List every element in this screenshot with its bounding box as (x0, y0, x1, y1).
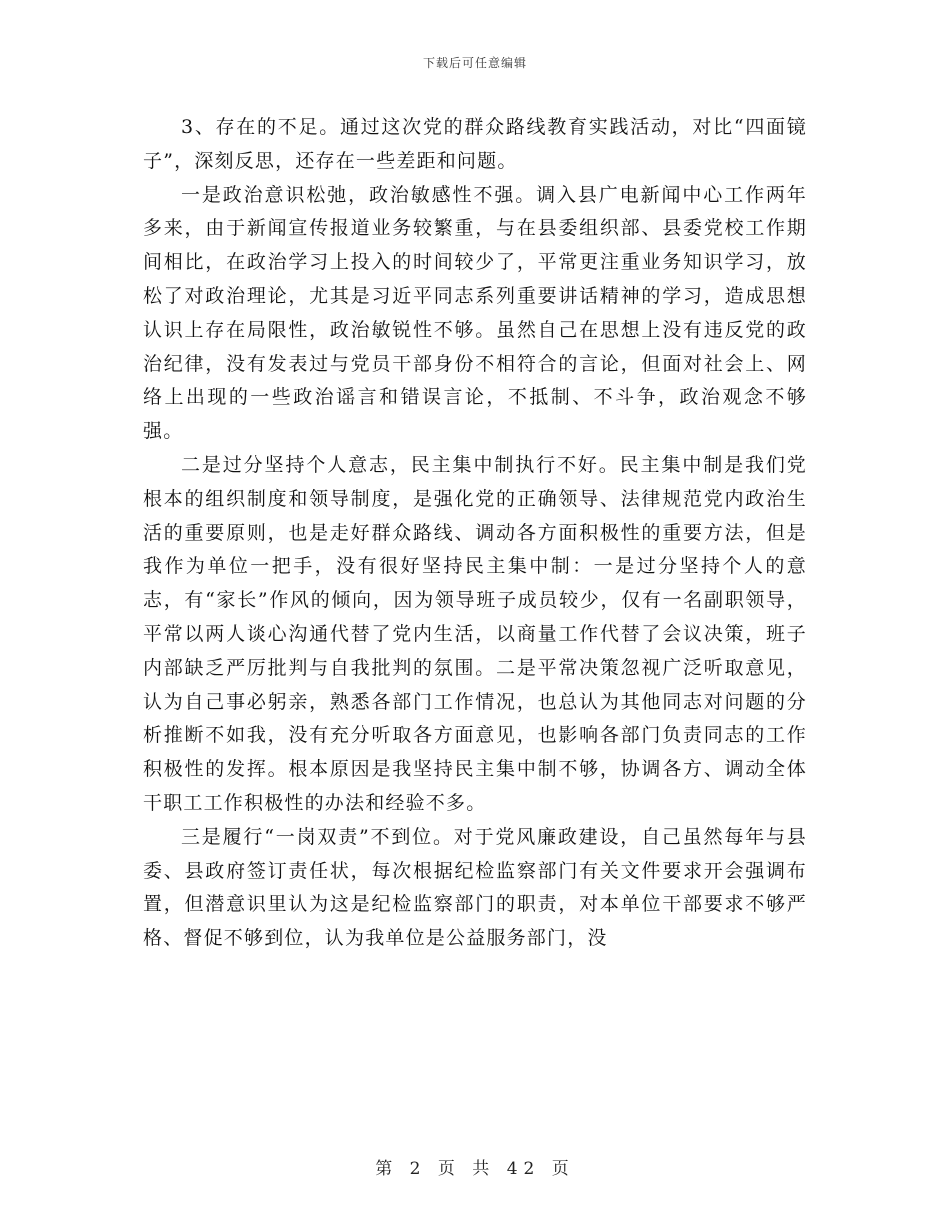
page-header: 下载后可任意编辑 (422, 56, 527, 70)
paragraph-shortcomings: 3、存在的不足。通过这次党的群众路线教育实践活动，对比“四面镜子”，深刻反思，还存在一些差距和问题。 (143, 116, 807, 172)
paragraph-dual-responsibility: 三是履行“一岗双责”不到位。对于党风廉政建设，自己虽然每年与县委、县政府签订责任状，每次根据纪检监察部门有关文件要求开会强调布置，但潜意识里认为这是纪检监察部门的职责，对本单位干部要求不够严格、督促不够到位，认为我单位是公益服务部门，没 (143, 825, 807, 950)
page-footer: 第 2 页 共 42 页 (375, 1159, 575, 1179)
document-body (143, 111, 807, 956)
paragraph-democratic-centralism: 二是过分坚持个人意志，民主集中制执行不好。民主集中制是我们党根本的组织制度和领导制度，是强化党的正确领导、法律规范党内政治生活的重要原则，也是走好群众路线、调动各方面积极性的重要方法，但是我作为单位一把手，没有很好坚持民主集中制：一是过分坚持个人的意志，有“家长”作风的倾向，因为领导班子成员较少，仅有一名副职领导，平常以两人谈心沟通代替了党内生活，以商量工作代替了会议决策，班子内部缺乏严厉批判与自我批判的氛围。二是平常决策忽视广泛听取意见，认为自己事必躬亲，熟悉各部门工作情况，也总认为其他同志对问题的分析推断不如我，没有充分听取各方面意见，也影响各部门负责同志的工作积极性的发挥。根本原因是我坚持民主集中制不够，协调各方、调动全体干职工工作积极性的办法和经验不多。 (143, 453, 807, 814)
paragraph-political-awareness: 一是政治意识松弛，政治敏感性不强。调入县广电新闻中心工作两年多来，由于新闻宣传报道业务较繁重，与在县委组织部、县委党校工作期间相比，在政治学习上投入的时间较少了，平常更注重业务知识学习，放松了对政治理论，尤其是习近平同志系列重要讲话精神的学习，造成思想认识上存在局限性，政治敏锐性不够。虽然自己在思想上没有违反党的政治纪律，没有发表过与党员干部身份不相符合的言论，但面对社会上、网络上出现的一些政治谣言和错误言论，不抵制、不斗争，政治观念不够强。 (143, 183, 807, 443)
